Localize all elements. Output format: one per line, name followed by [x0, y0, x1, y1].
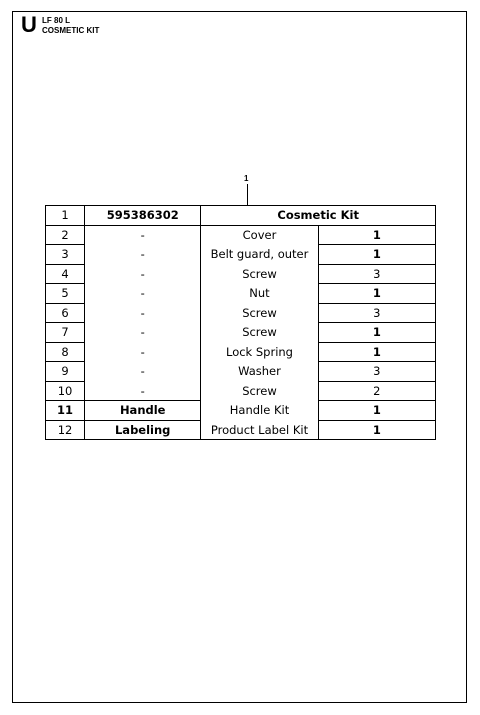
parts-table — [45, 205, 436, 440]
table-row — [46, 401, 436, 421]
part-number-cell: 595386302 — [85, 206, 201, 226]
part-number-cell: - — [85, 284, 201, 304]
callout-leader-line — [247, 184, 248, 206]
position-cell: 5 — [46, 284, 85, 304]
quantity-cell: 2 — [318, 381, 435, 401]
position-cell: 11 — [46, 401, 85, 421]
table-row — [46, 245, 436, 265]
table-row — [46, 342, 436, 362]
part-number-cell: - — [85, 225, 201, 245]
quantity-cell: 1 — [318, 284, 435, 304]
part-number-cell: - — [85, 362, 201, 382]
description-cell: Screw — [242, 383, 277, 398]
position-cell: 3 — [46, 245, 85, 265]
table-row — [46, 264, 436, 284]
description-cell: Screw — [242, 266, 277, 281]
quantity-cell: 3 — [318, 303, 435, 323]
model-name: LF 80 L — [42, 16, 71, 25]
description-cell: Screw — [242, 305, 277, 320]
quantity-cell: 1 — [318, 245, 435, 265]
position-cell: 1 — [46, 206, 85, 226]
description-cell: Cosmetic Kit — [201, 206, 436, 226]
table-row — [46, 303, 436, 323]
position-cell: 2 — [46, 225, 85, 245]
position-cell: 8 — [46, 342, 85, 362]
quantity-cell: 1 — [318, 342, 435, 362]
quantity-cell: 1 — [318, 420, 435, 440]
table-row-header — [46, 206, 436, 226]
position-cell: 7 — [46, 323, 85, 343]
position-cell: 10 — [46, 381, 85, 401]
table-row — [46, 323, 436, 343]
description-cell: Washer — [238, 364, 281, 379]
quantity-cell: 1 — [318, 401, 435, 421]
section-letter: U — [21, 12, 37, 37]
part-number-cell: - — [85, 264, 201, 284]
description-cell: Lock Spring — [225, 344, 293, 359]
table-row — [46, 381, 436, 401]
description-cell: Belt guard, outer — [210, 247, 309, 262]
position-cell: 9 — [46, 362, 85, 382]
position-cell: 6 — [46, 303, 85, 323]
description-cell: Nut — [249, 286, 270, 301]
quantity-cell: 3 — [318, 264, 435, 284]
description-cell: Handle Kit — [229, 403, 290, 418]
part-number-cell: - — [85, 245, 201, 265]
part-number-cell: - — [85, 381, 201, 401]
table-row — [46, 225, 436, 245]
part-number-cell: Handle — [85, 401, 201, 421]
quantity-cell: 3 — [318, 362, 435, 382]
description-cell: Screw — [242, 325, 277, 340]
table-row — [46, 420, 436, 440]
position-cell: 12 — [46, 420, 85, 440]
quantity-cell: 1 — [318, 225, 435, 245]
description-cell: Product Label Kit — [201, 420, 318, 440]
position-cell: 4 — [46, 264, 85, 284]
part-number-cell: Labeling — [85, 420, 201, 440]
table-row — [46, 362, 436, 382]
part-number-cell: - — [85, 323, 201, 343]
part-number-cell: - — [85, 342, 201, 362]
table-row — [46, 284, 436, 304]
part-number-cell: - — [85, 303, 201, 323]
callout-number: 1 — [244, 174, 249, 183]
quantity-cell: 1 — [318, 323, 435, 343]
section-title: COSMETIC KIT — [42, 26, 100, 35]
description-cell: Cover — [242, 228, 277, 242]
